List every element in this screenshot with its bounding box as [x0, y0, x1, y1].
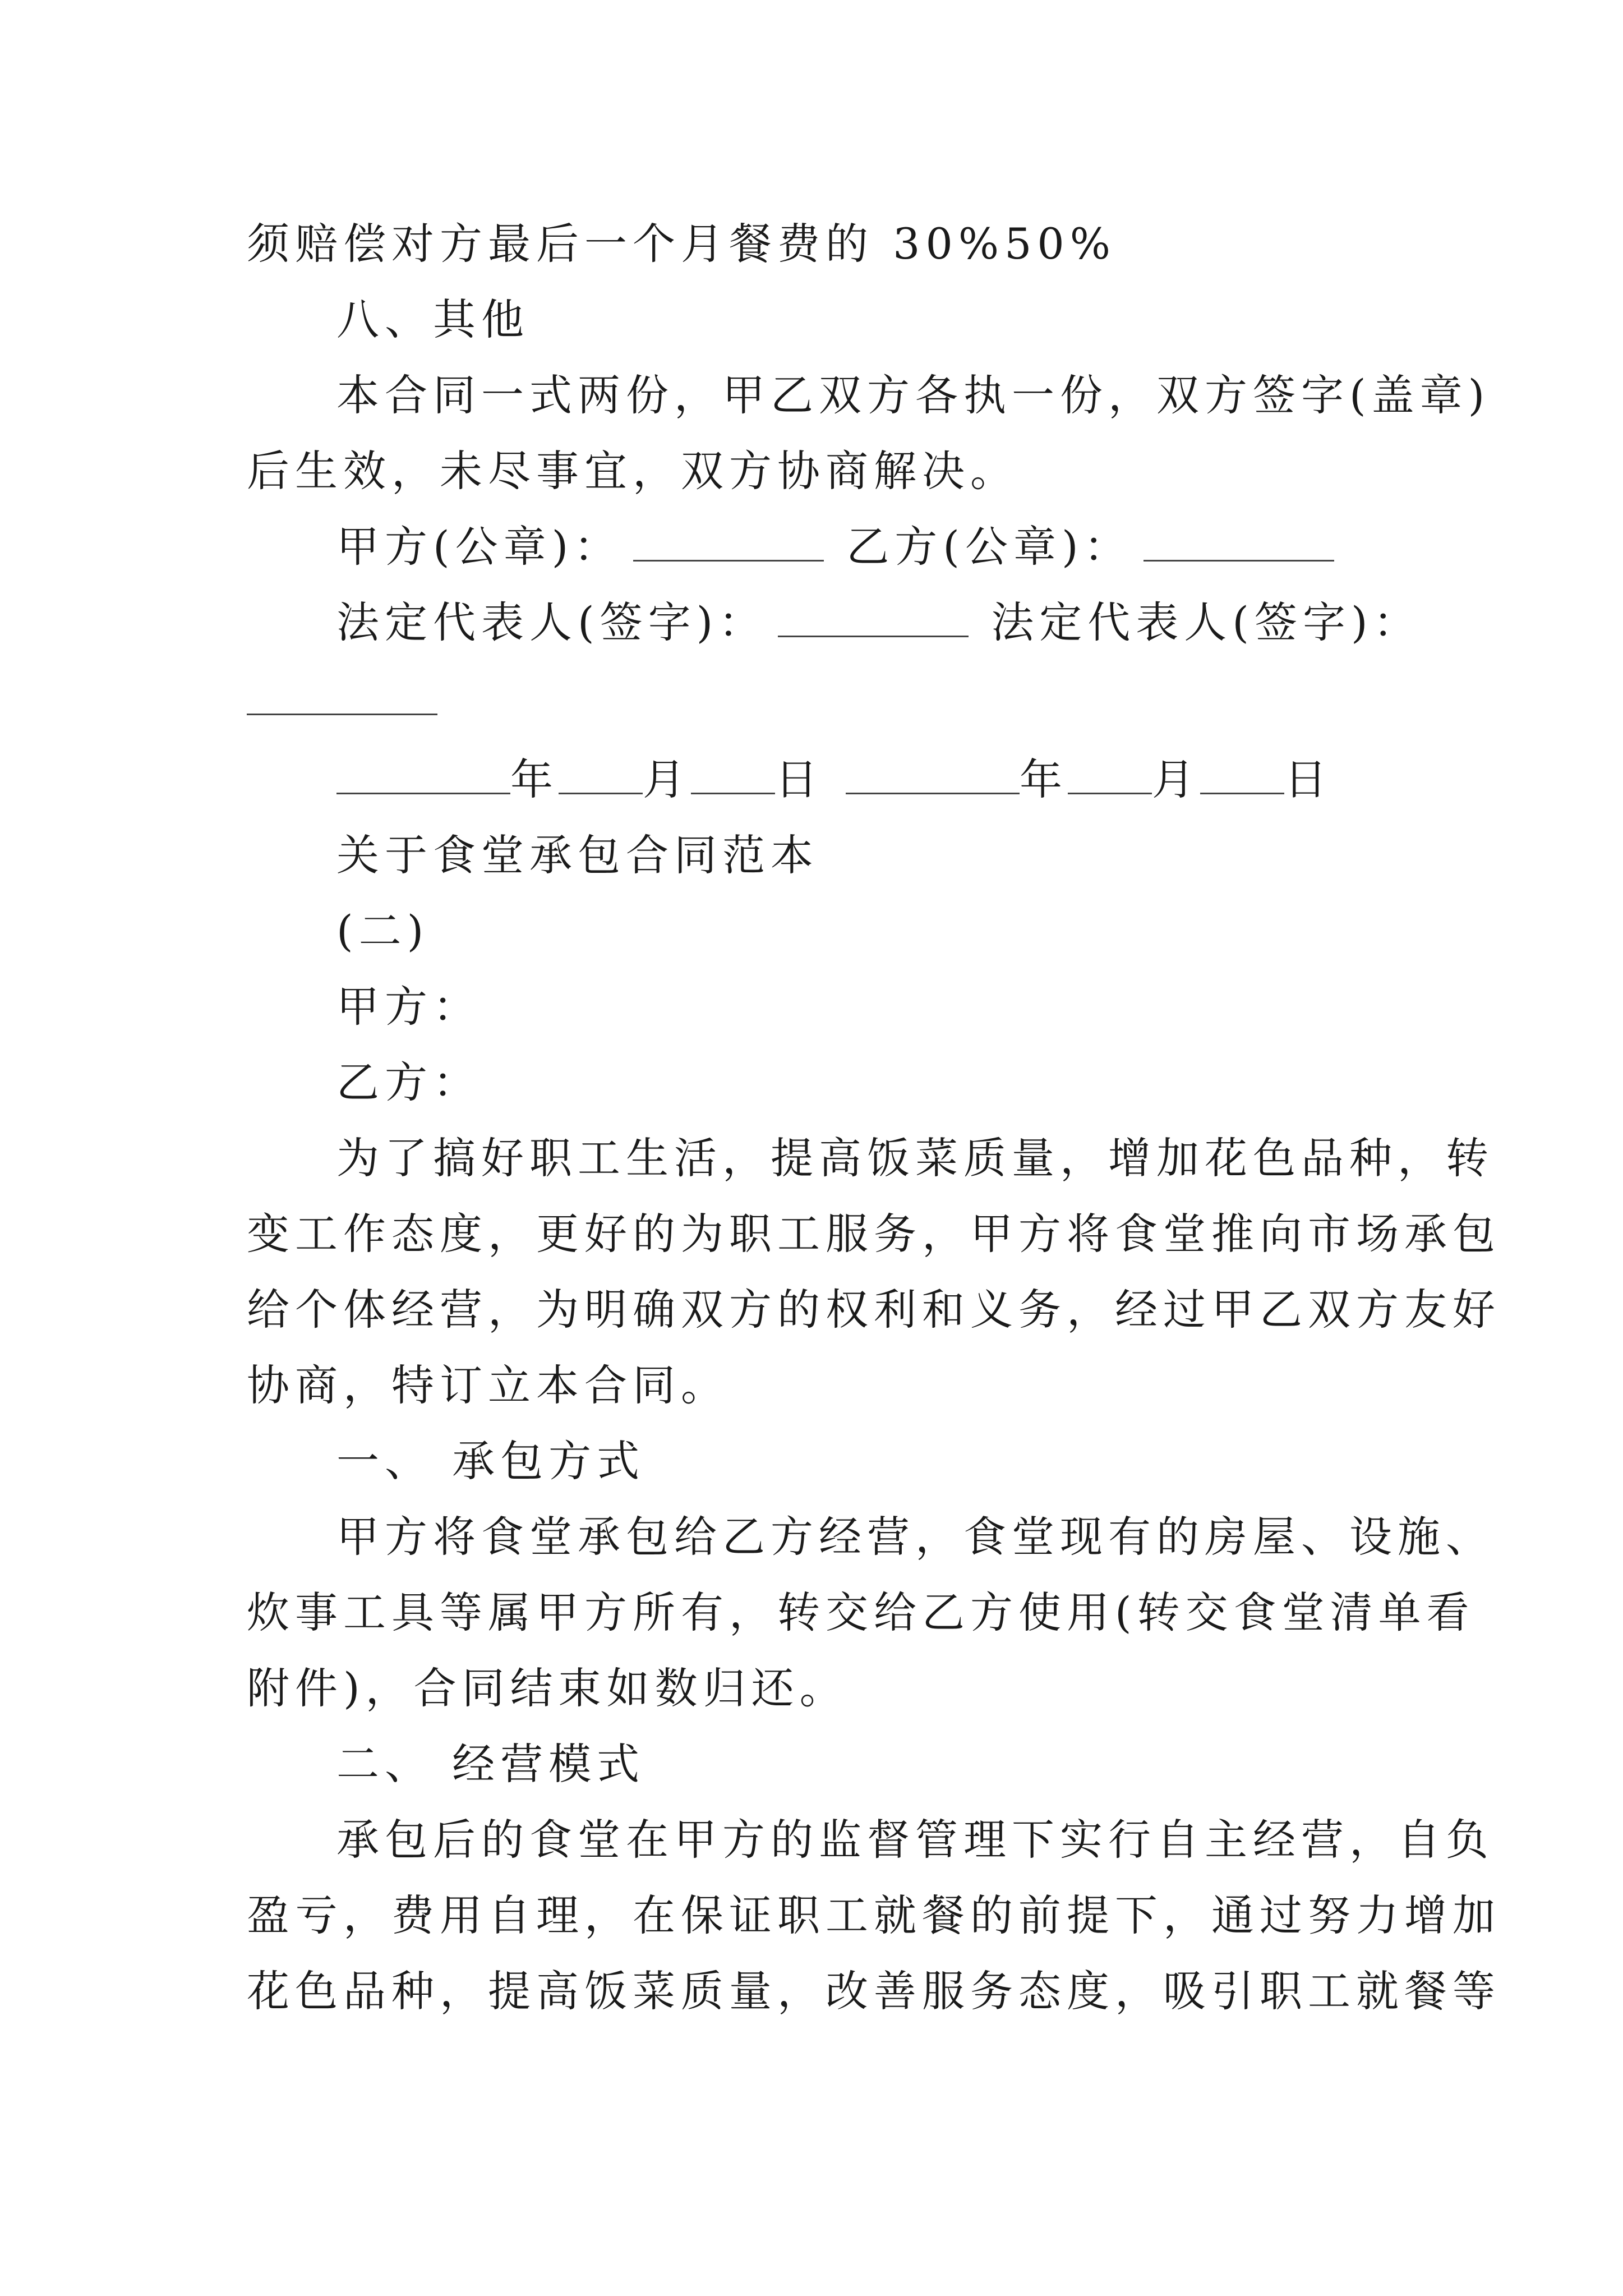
section-heading: 一、 承包方式 [336, 1436, 645, 1486]
party-b-label: 乙方： [336, 1057, 481, 1107]
text-line: 盈亏，费用自理，在保证职工就餐的前提下，通过努力增加 [247, 1890, 1501, 1940]
year-blank-a [336, 753, 510, 794]
legal-rep-row [336, 595, 1422, 651]
text-line: 为了搞好职工生活，提高饭菜质量，增加花色品种，转 [336, 1133, 1494, 1183]
date-row [336, 752, 1332, 808]
legal-rep-b-blank [247, 714, 437, 715]
day-label-b: 日 [1284, 754, 1332, 804]
party-b-seal-blank [1144, 521, 1334, 562]
party-a-label: 甲方： [336, 982, 481, 1032]
section-number: (二) [336, 906, 430, 956]
year-blank-b [846, 753, 1020, 794]
year-label-b: 年 [1020, 754, 1068, 804]
text-line: 须赔偿对方最后一个月餐费的 30%50% [247, 219, 1117, 269]
month-blank-b [1068, 753, 1152, 794]
year-label-a: 年 [510, 754, 559, 804]
party-b-seal-label: 乙方(公章)： [846, 522, 1132, 572]
month-label-b: 月 [1152, 754, 1200, 804]
text-line: 协商，特订立本合同。 [247, 1360, 729, 1410]
party-a-seal-label: 甲方(公章)： [336, 522, 623, 572]
day-blank-b [1200, 753, 1284, 794]
text-line: 承包后的食堂在甲方的监督管理下实行自主经营，自负 [336, 1815, 1494, 1865]
seal-row [336, 519, 1334, 575]
text-line: 甲方将食堂承包给乙方经营，食堂现有的房屋、设施、 [336, 1512, 1494, 1562]
text-line: 附件)，合同结束如数归还。 [247, 1663, 848, 1713]
text-line: 变工作态度，更好的为职工服务，甲方将食堂推向市场承包 [247, 1209, 1501, 1259]
party-a-seal-blank [633, 521, 824, 562]
day-blank-a [691, 753, 775, 794]
text-line: 花色品种，提高饭菜质量，改善服务态度，吸引职工就餐等 [247, 1966, 1501, 2016]
legal-rep-a-label: 法定代表人(签字)： [336, 597, 767, 647]
text-line: 给个体经营，为明确双方的权利和义务，经过甲乙双方友好 [247, 1285, 1501, 1335]
text-line: 本合同一式两份，甲乙双方各执一份，双方签字(盖章) [336, 370, 1491, 420]
section-title: 关于食堂承包合同范本 [336, 830, 819, 880]
section-heading: 八、其他 [336, 295, 529, 344]
month-label-a: 月 [643, 754, 691, 804]
legal-rep-a-blank [778, 596, 969, 637]
text-line: 后生效，未尽事宜，双方协商解决。 [247, 446, 1018, 496]
section-heading: 二、 经营模式 [336, 1739, 645, 1789]
day-label-a: 日 [775, 754, 823, 804]
month-blank-a [559, 753, 643, 794]
text-line: 炊事工具等属甲方所有，转交给乙方使用(转交食堂清单看 [247, 1588, 1475, 1637]
legal-rep-b-label: 法定代表人(签字)： [991, 597, 1422, 647]
